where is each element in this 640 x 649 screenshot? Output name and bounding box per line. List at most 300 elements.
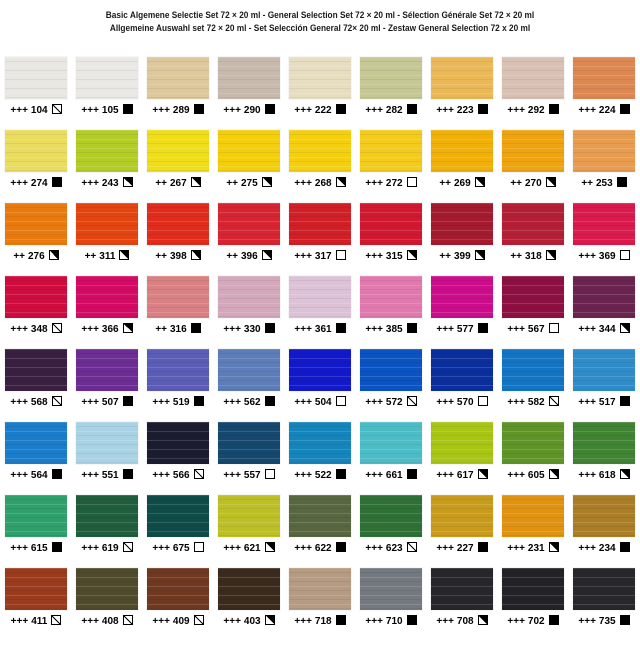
semi-transparent-opacity-icon: [549, 396, 559, 406]
semi-opaque-opacity-icon: [123, 323, 133, 333]
color-swatch: [218, 130, 280, 172]
color-swatch: [76, 422, 138, 464]
color-code: 517: [598, 397, 616, 408]
swatch-label: [360, 177, 422, 189]
swatch-label: [5, 469, 67, 481]
semi-opaque-opacity-icon: [265, 542, 275, 552]
lightfastness-rating: +++: [436, 543, 454, 554]
swatch-cell: [218, 276, 280, 335]
color-swatch: [5, 422, 67, 464]
lightfastness-rating: ++: [439, 251, 451, 262]
lightfastness-rating: +++: [507, 397, 525, 408]
color-swatch: [360, 57, 422, 99]
color-code: 622: [314, 543, 332, 554]
swatch-cell: [218, 349, 280, 408]
color-swatch: [289, 422, 351, 464]
lightfastness-rating: +++: [152, 470, 170, 481]
opaque-opacity-icon: [478, 323, 488, 333]
swatch-cell: [218, 203, 280, 262]
color-code: 366: [101, 324, 119, 335]
color-code: 507: [101, 397, 119, 408]
lightfastness-rating: +++: [81, 616, 99, 627]
color-swatch: [147, 276, 209, 318]
swatch-label: [147, 323, 209, 335]
swatch-label: [431, 177, 493, 189]
color-swatch: [573, 130, 635, 172]
swatch-cell: [431, 422, 493, 481]
swatch-cell: [218, 57, 280, 116]
lightfastness-rating: +++: [81, 105, 99, 116]
swatch-label: [502, 323, 564, 335]
color-code: 557: [243, 470, 261, 481]
swatch-label: [5, 542, 67, 554]
swatch-cell: [76, 276, 138, 335]
semi-transparent-opacity-icon: [407, 542, 417, 552]
color-code: 275: [241, 178, 258, 189]
swatch-cell: [76, 422, 138, 481]
swatch-cell: [76, 130, 138, 189]
semi-transparent-opacity-icon: [407, 396, 417, 406]
color-code: 577: [456, 324, 474, 335]
lightfastness-rating: +++: [507, 543, 525, 554]
transparent-opacity-icon: [620, 250, 630, 260]
lightfastness-rating: +++: [578, 543, 596, 554]
semi-opaque-opacity-icon: [546, 250, 556, 260]
color-code: 396: [241, 251, 258, 262]
color-swatch: [573, 276, 635, 318]
swatch-label: [218, 250, 280, 262]
color-code: 369: [598, 251, 616, 262]
color-swatch: [360, 349, 422, 391]
color-code: 234: [598, 543, 616, 554]
color-code: 290: [243, 105, 261, 116]
swatch-cell: [147, 57, 209, 116]
color-swatch: [502, 57, 564, 99]
swatch-label: [573, 104, 635, 116]
lightfastness-rating: +++: [223, 105, 241, 116]
lightfastness-rating: +++: [10, 616, 29, 627]
color-swatch: [147, 203, 209, 245]
lightfastness-rating: +++: [365, 178, 383, 189]
lightfastness-rating: +++: [365, 470, 383, 481]
swatch-label: [502, 104, 564, 116]
lightfastness-rating: +++: [365, 251, 383, 262]
color-code: 361: [314, 324, 332, 335]
swatch-label: [573, 542, 635, 554]
swatch-label: [76, 323, 138, 335]
swatch-label: [289, 542, 351, 554]
color-swatch: [147, 349, 209, 391]
swatch-label: [360, 469, 422, 481]
swatch-cell: [360, 568, 422, 627]
color-code: 551: [101, 470, 119, 481]
semi-opaque-opacity-icon: [478, 615, 488, 625]
swatch-label: [360, 323, 422, 335]
color-code: 564: [30, 470, 48, 481]
lightfastness-rating: +++: [10, 105, 28, 116]
color-swatch: [5, 568, 67, 610]
color-swatch: [76, 203, 138, 245]
swatch-label: [431, 542, 493, 554]
color-swatch: [431, 130, 493, 172]
swatch-cell: [431, 130, 493, 189]
swatch-label: [360, 615, 422, 627]
swatch-label: [147, 177, 209, 189]
opaque-opacity-icon: [123, 104, 133, 114]
opaque-opacity-icon: [336, 469, 346, 479]
lightfastness-rating: ++: [226, 251, 238, 262]
semi-opaque-opacity-icon: [546, 177, 556, 187]
swatch-label: [5, 250, 67, 262]
swatch-label: [431, 250, 493, 262]
swatch-label: [573, 615, 635, 627]
swatch-label: [218, 104, 280, 116]
opaque-opacity-icon: [620, 104, 630, 114]
swatch-cell: [147, 203, 209, 262]
swatch-cell: [431, 349, 493, 408]
color-swatch: [289, 57, 351, 99]
swatch-cell: [502, 130, 564, 189]
swatch-cell: [218, 568, 280, 627]
swatch-label: [573, 323, 635, 335]
opaque-opacity-icon: [407, 323, 417, 333]
color-code: 348: [30, 324, 48, 335]
color-swatch: [218, 203, 280, 245]
swatch-cell: [289, 422, 351, 481]
semi-transparent-opacity-icon: [52, 104, 62, 114]
swatch-label: [289, 469, 351, 481]
color-code: 618: [598, 470, 616, 481]
color-code: 572: [385, 397, 403, 408]
color-code: 718: [314, 616, 332, 627]
color-swatch: [218, 422, 280, 464]
color-code: 289: [172, 105, 190, 116]
color-swatch: [431, 57, 493, 99]
color-swatch: [5, 57, 67, 99]
color-code: 710: [385, 616, 403, 627]
color-code: 315: [385, 251, 403, 262]
swatch-cell: [5, 276, 67, 335]
color-code: 661: [385, 470, 403, 481]
lightfastness-rating: ++: [13, 251, 25, 262]
swatch-cell: [147, 568, 209, 627]
lightfastness-rating: ++: [439, 178, 451, 189]
swatch-label: [218, 542, 280, 554]
color-code: 267: [170, 178, 187, 189]
transparent-opacity-icon: [265, 469, 275, 479]
swatch-grid: [5, 57, 635, 627]
swatch-label: [5, 615, 67, 627]
swatch-label: [147, 615, 209, 627]
swatch-label: [5, 104, 67, 116]
opaque-opacity-icon: [617, 177, 627, 187]
lightfastness-rating: +++: [578, 397, 596, 408]
lightfastness-rating: ++: [510, 178, 522, 189]
opaque-opacity-icon: [336, 542, 346, 552]
color-swatch: [573, 422, 635, 464]
lightfastness-rating: +++: [10, 470, 28, 481]
swatch-cell: [502, 276, 564, 335]
lightfastness-rating: +++: [152, 105, 170, 116]
color-code: 318: [525, 251, 542, 262]
lightfastness-rating: ++: [155, 251, 167, 262]
lightfastness-rating: +++: [10, 543, 28, 554]
opaque-opacity-icon: [123, 396, 133, 406]
swatch-cell: [218, 495, 280, 554]
lightfastness-rating: +++: [294, 251, 312, 262]
transparent-opacity-icon: [478, 396, 488, 406]
lightfastness-rating: +++: [578, 470, 596, 481]
lightfastness-rating: +++: [507, 324, 525, 335]
color-code: 274: [30, 178, 48, 189]
swatch-label: [573, 250, 635, 262]
opaque-opacity-icon: [52, 469, 62, 479]
color-swatch: [573, 203, 635, 245]
color-swatch: [360, 495, 422, 537]
swatch-cell: [502, 422, 564, 481]
opaque-opacity-icon: [52, 542, 62, 552]
color-swatch: [360, 130, 422, 172]
semi-opaque-opacity-icon: [478, 469, 488, 479]
swatch-cell: [5, 568, 67, 627]
lightfastness-rating: ++: [155, 178, 167, 189]
swatch-cell: [218, 422, 280, 481]
color-code: 317: [314, 251, 332, 262]
swatch-cell: [360, 349, 422, 408]
color-swatch: [147, 130, 209, 172]
swatch-label: [360, 542, 422, 554]
color-code: 105: [101, 105, 119, 116]
lightfastness-rating: +++: [578, 251, 596, 262]
swatch-cell: [573, 349, 635, 408]
swatch-label: [289, 104, 351, 116]
swatch-label: [147, 250, 209, 262]
color-swatch: [5, 203, 67, 245]
lightfastness-rating: +++: [436, 470, 454, 481]
color-code: 408: [101, 616, 119, 627]
opaque-opacity-icon: [549, 615, 559, 625]
opaque-opacity-icon: [620, 396, 630, 406]
color-swatch: [289, 276, 351, 318]
swatch-cell: [147, 349, 209, 408]
lightfastness-rating: +++: [578, 616, 596, 627]
swatch-label: [218, 177, 280, 189]
transparent-opacity-icon: [407, 177, 417, 187]
color-swatch: [502, 349, 564, 391]
swatch-cell: [502, 349, 564, 408]
color-code: 243: [101, 178, 119, 189]
color-code: 399: [454, 251, 471, 262]
lightfastness-rating: +++: [81, 543, 99, 554]
opaque-opacity-icon: [265, 104, 275, 114]
lightfastness-rating: +++: [294, 178, 312, 189]
lightfastness-rating: +++: [294, 470, 312, 481]
opaque-opacity-icon: [478, 104, 488, 114]
lightfastness-rating: +++: [10, 324, 28, 335]
swatch-label: [431, 323, 493, 335]
color-code: 570: [456, 397, 474, 408]
lightfastness-rating: ++: [84, 251, 97, 262]
swatch-cell: [289, 495, 351, 554]
lightfastness-rating: +++: [223, 616, 241, 627]
swatch-label: [147, 104, 209, 116]
color-code: 567: [527, 324, 545, 335]
set-title-line-2: Allgemeine Auswahl set 72 × 20 ml - Set Selección General 72× 20 ml - Zestaw General Selection 72 x 20 ml: [109, 23, 531, 33]
color-swatch: [5, 130, 67, 172]
color-swatch: [147, 568, 209, 610]
lightfastness-rating: +++: [507, 616, 525, 627]
lightfastness-rating: +++: [223, 324, 241, 335]
color-swatch: [76, 349, 138, 391]
color-swatch: [360, 568, 422, 610]
opaque-opacity-icon: [336, 104, 346, 114]
color-code: 623: [385, 543, 403, 554]
swatch-cell: [573, 568, 635, 627]
lightfastness-rating: +++: [507, 105, 525, 116]
swatch-cell: [147, 130, 209, 189]
lightfastness-rating: +++: [81, 324, 99, 335]
semi-opaque-opacity-icon: [191, 177, 201, 187]
color-code: 330: [243, 324, 261, 335]
semi-opaque-opacity-icon: [191, 250, 201, 260]
color-swatch: [147, 422, 209, 464]
color-code: 268: [314, 178, 332, 189]
semi-opaque-opacity-icon: [265, 615, 275, 625]
swatch-cell: [147, 495, 209, 554]
swatch-label: [573, 396, 635, 408]
semi-transparent-opacity-icon: [123, 542, 133, 552]
color-code: 253: [596, 178, 613, 189]
lightfastness-rating: +++: [223, 397, 241, 408]
swatch-label: [502, 177, 564, 189]
swatch-cell: [360, 130, 422, 189]
semi-opaque-opacity-icon: [407, 250, 417, 260]
color-swatch: [218, 276, 280, 318]
color-swatch: [573, 568, 635, 610]
lightfastness-rating: +++: [10, 397, 28, 408]
swatch-label: [360, 396, 422, 408]
swatch-cell: [360, 422, 422, 481]
semi-opaque-opacity-icon: [49, 250, 59, 260]
swatch-label: [218, 396, 280, 408]
color-code: 504: [314, 397, 332, 408]
opaque-opacity-icon: [407, 104, 417, 114]
swatch-cell: [5, 57, 67, 116]
color-swatch: [218, 568, 280, 610]
lightfastness-rating: +++: [365, 324, 383, 335]
color-swatch: [147, 57, 209, 99]
swatch-cell: [147, 422, 209, 481]
opaque-opacity-icon: [620, 615, 630, 625]
color-swatch: [218, 57, 280, 99]
swatch-cell: [360, 203, 422, 262]
color-code: 316: [170, 324, 187, 335]
color-swatch: [76, 568, 138, 610]
semi-opaque-opacity-icon: [620, 469, 630, 479]
swatch-cell: [5, 130, 67, 189]
swatch-cell: [573, 203, 635, 262]
color-swatch: [5, 495, 67, 537]
lightfastness-rating: +++: [294, 543, 312, 554]
semi-opaque-opacity-icon: [119, 250, 129, 260]
color-swatch: [289, 568, 351, 610]
semi-transparent-opacity-icon: [194, 615, 204, 625]
opaque-opacity-icon: [407, 615, 417, 625]
lightfastness-rating: ++: [155, 324, 167, 335]
color-code: 282: [385, 105, 403, 116]
transparent-opacity-icon: [336, 250, 346, 260]
swatch-cell: [431, 276, 493, 335]
swatch-label: [5, 396, 67, 408]
color-swatch: [360, 276, 422, 318]
color-code: 615: [30, 543, 48, 554]
opaque-opacity-icon: [478, 542, 488, 552]
lightfastness-rating: +++: [152, 616, 170, 627]
set-title-line-1: Basic Algemene Selectie Set 72 × 20 ml - General Selection Set 72 × 20 ml - Sélection Générale Set 72 × 20 ml: [105, 10, 535, 20]
color-swatch: [502, 203, 564, 245]
swatch-label: [360, 250, 422, 262]
color-code: 409: [172, 616, 190, 627]
semi-transparent-opacity-icon: [194, 469, 204, 479]
swatch-label: [218, 323, 280, 335]
lightfastness-rating: +++: [436, 616, 454, 627]
swatch-cell: [5, 422, 67, 481]
lightfastness-rating: +++: [507, 470, 525, 481]
color-code: 272: [385, 178, 403, 189]
swatch-cell: [573, 57, 635, 116]
swatch-cell: [360, 57, 422, 116]
swatch-cell: [76, 57, 138, 116]
lightfastness-rating: +++: [294, 397, 312, 408]
color-swatch: [431, 276, 493, 318]
swatch-label: [573, 177, 635, 189]
color-code: 411: [31, 616, 48, 627]
swatch-label: [147, 396, 209, 408]
color-swatch: [218, 495, 280, 537]
lightfastness-rating: +++: [294, 616, 312, 627]
color-swatch: [289, 130, 351, 172]
color-code: 675: [172, 543, 190, 554]
swatch-cell: [502, 203, 564, 262]
swatch-label: [573, 469, 635, 481]
swatch-cell: [76, 568, 138, 627]
swatch-cell: [573, 276, 635, 335]
color-swatch: [289, 495, 351, 537]
color-code: 403: [243, 616, 261, 627]
transparent-opacity-icon: [549, 323, 559, 333]
swatch-cell: [289, 349, 351, 408]
lightfastness-rating: +++: [365, 543, 383, 554]
lightfastness-rating: +++: [436, 105, 454, 116]
lightfastness-rating: +++: [436, 397, 454, 408]
lightfastness-rating: +++: [223, 543, 241, 554]
lightfastness-rating: +++: [365, 397, 383, 408]
swatch-cell: [5, 203, 67, 262]
semi-opaque-opacity-icon: [549, 469, 559, 479]
semi-opaque-opacity-icon: [475, 177, 485, 187]
color-code: 231: [527, 543, 545, 554]
color-swatch: [147, 495, 209, 537]
opaque-opacity-icon: [194, 396, 204, 406]
swatch-label: [502, 542, 564, 554]
lightfastness-rating: +++: [294, 105, 312, 116]
swatch-label: [76, 177, 138, 189]
semi-transparent-opacity-icon: [51, 615, 61, 625]
swatch-label: [147, 542, 209, 554]
color-swatch: [431, 568, 493, 610]
opaque-opacity-icon: [265, 396, 275, 406]
swatch-cell: [289, 203, 351, 262]
